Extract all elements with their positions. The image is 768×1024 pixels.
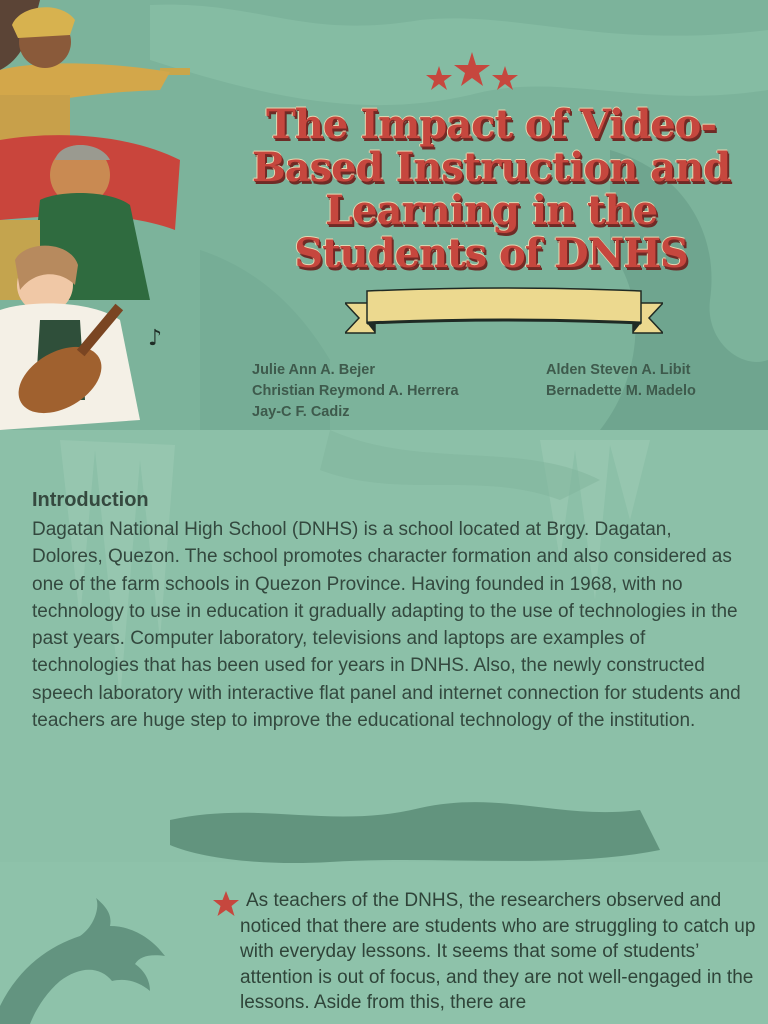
author-name: Julie Ann A. Bejer xyxy=(252,362,376,378)
music-note-icon: ♪ xyxy=(148,326,163,351)
observation-text: As teachers of the DNHS, the researchers observed and noticed that there are students who are struggling to catch up with everyday lessons. It seems that some of students’ attention is out of focus, and they are not well-engaged in the lessons. Aside from this, there are xyxy=(240,890,756,1013)
authors-left-column xyxy=(252,360,459,423)
introduction-heading: Introduction xyxy=(32,489,149,511)
characters-illustration xyxy=(0,0,190,430)
author-name: Bernadette M. Madelo xyxy=(546,383,696,399)
star-cluster-icon xyxy=(425,52,520,94)
observation-paragraph xyxy=(240,888,760,1016)
author-name: Alden Steven A. Libit xyxy=(546,362,691,378)
authors-right-column xyxy=(546,360,696,402)
author-name: Jay-C F. Cadiz xyxy=(252,404,350,420)
dragon-icon xyxy=(0,896,180,1024)
author-name: Christian Reymond A. Herrera xyxy=(252,383,459,399)
ribbon-banner xyxy=(345,285,663,341)
introduction-paragraph: Dagatan National High School (DNHS) is a school located at Brgy. Dagatan, Dolores, Quezon. The school promotes character formation and also considered as one of the farm schools in Quezon Province. Having founded in 1968, with no technology to use in education it gradually adapting to the use of technologies in the past years. Computer laboratory, televisions and laptops are examples of technologies that has been used for years in DNHS. Also, the newly constructed speech laboratory with interactive flat panel and internet connection for students and teachers are huge step to improve the educational technology of the institution. xyxy=(32,519,741,732)
star-icon xyxy=(212,890,240,918)
poster-title: The Impact of Video-Based Instruction and Learning in the Students of DNHS xyxy=(251,101,731,277)
